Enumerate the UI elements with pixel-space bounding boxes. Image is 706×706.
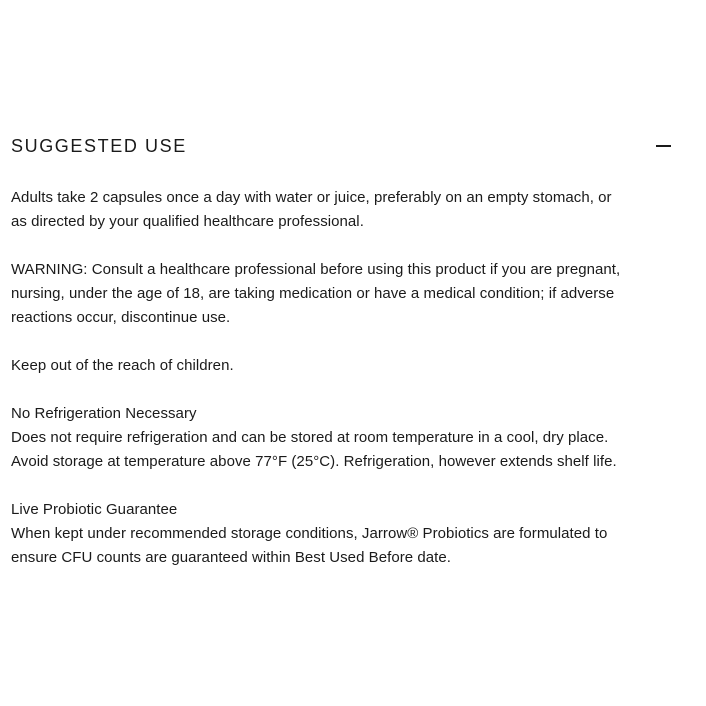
guarantee-line: ensure CFU counts are guaranteed within Best Used Before date. <box>11 549 452 566</box>
guarantee-line: When kept under recommended storage conditions, Jarrow® Probiotics are formulated to <box>11 525 608 542</box>
guarantee-heading: Live Probiotic Guarantee <box>11 501 178 518</box>
refrigeration-line: Does not require refrigeration and can be stored at room temperature in a cool, dry place. <box>11 429 609 446</box>
children-paragraph <box>11 354 674 378</box>
warning-line: nursing, under the age of 18, are taking medication or have a medical condition; if adverse <box>11 285 615 302</box>
usage-line: as directed by your qualified healthcare professional. <box>11 213 364 230</box>
children-line: Keep out of the reach of children. <box>11 357 234 374</box>
accordion-header[interactable] <box>11 134 674 158</box>
suggested-use-accordion <box>11 134 674 594</box>
refrigeration-heading: No Refrigeration Necessary <box>11 405 197 422</box>
guarantee-paragraph <box>11 498 674 570</box>
usage-line: Adults take 2 capsules once a day with water or juice, preferably on an empty stomach, or <box>11 189 612 206</box>
usage-paragraph <box>11 186 674 234</box>
accordion-body <box>11 186 674 570</box>
section-title: SUGGESTED USE <box>11 135 187 156</box>
warning-line: reactions occur, discontinue use. <box>11 309 231 326</box>
warning-paragraph <box>11 258 674 330</box>
minus-icon[interactable] <box>655 134 671 158</box>
refrigeration-line: Avoid storage at temperature above 77°F (25°C). Refrigeration, however extends shelf life. <box>11 453 617 470</box>
refrigeration-paragraph <box>11 402 674 474</box>
warning-line: WARNING: Consult a healthcare professional before using this product if you are pregnant, <box>11 261 621 278</box>
